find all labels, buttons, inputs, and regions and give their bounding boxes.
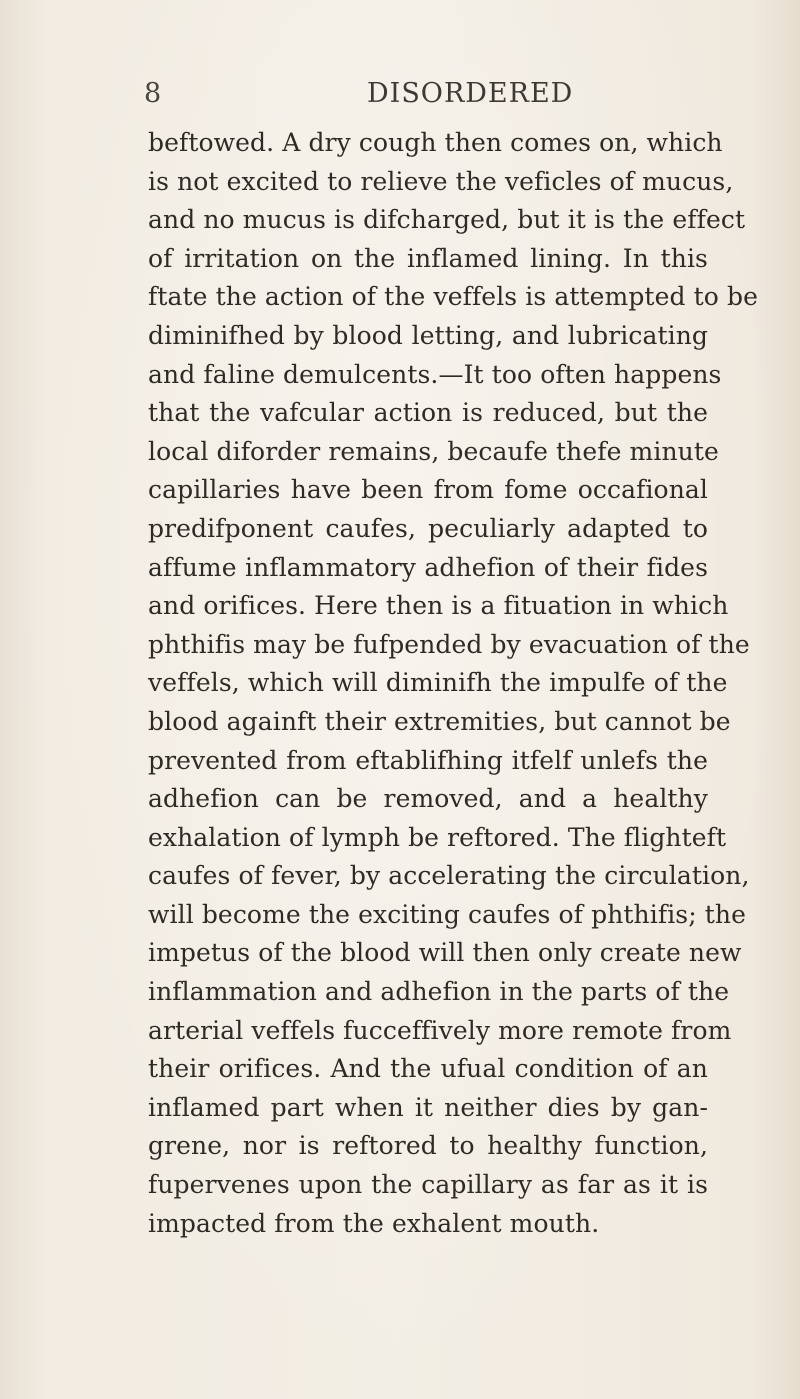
text-line: and faline demulcents.—It too often happens [148,359,722,389]
text-line: prevented from eftablifhing itfelf unlefs the [148,745,708,775]
text-line: arterial veffels fucceffively more remote from [148,1015,732,1045]
text-line: veffels, which will diminifh the impulfe of the [148,668,728,698]
text-line: blood againft their extremities, but cannot be [148,706,731,736]
text-line: ftate the action of the veffels is attempted to be [148,282,758,312]
text-line: their orifices. And the ufual condition of an [148,1054,708,1084]
body-text [148,124,758,1243]
page-number: 8 [144,78,163,109]
text-line: inflamed part when it neither dies by gan- [148,1092,708,1122]
text-line: local diforder remains, becaufe thefe minute [148,436,719,466]
text-line: predifponent caufes, peculiarly adapted to [148,513,708,543]
text-line: is not excited to relieve the veficles of mucus, [148,166,734,196]
text-line: capillaries have been from fome occafional [148,475,708,505]
text-line: and orifices. Here then is a fituation in which [148,591,729,621]
text-line: impetus of the blood will then only create new [148,938,742,968]
text-line: and no mucus is difcharged, but it is the effect [148,205,746,235]
text-line: will become the exciting caufes of phthifis; the [148,899,747,929]
text-line: beftowed. A dry cough then comes on, which [148,128,723,157]
text-line: diminifhed by blood letting, and lubricating [148,320,708,350]
text-line: fupervenes upon the capillary as far as it is [148,1170,708,1200]
text-line: caufes of fever, by accelerating the circulation, [148,861,750,891]
text-line: phthifis may be fufpended by evacuation of the [148,629,750,659]
text-line: grene, nor is reftored to healthy function, [148,1131,708,1161]
page-header [0,78,800,118]
text-line: impacted from the exhalent mouth. [148,1208,600,1238]
text-line: affume inflammatory adhefion of their fides [148,552,708,582]
text-line: inflammation and adhefion in the parts of the [148,977,730,1007]
text-line: adhefion can be removed, and a healthy [148,784,708,814]
text-line: that the vafcular action is reduced, but the [148,398,708,428]
text-line: of irritation on the inflamed lining. In this [148,243,708,273]
text-line: exhalation of lymph be reftored. The flighteft [148,822,727,852]
running-head: DISORDERED [367,78,574,109]
